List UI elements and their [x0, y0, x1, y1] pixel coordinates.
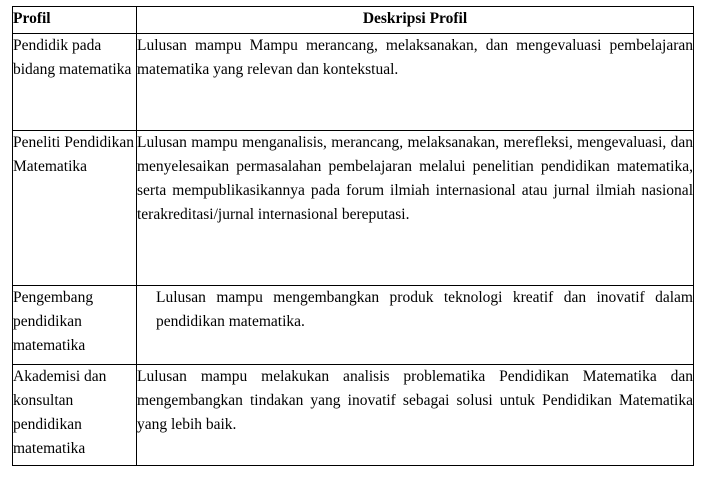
- table-row: [13, 286, 694, 365]
- profile-description: Lulusan mampu mengembangkan produk teknologi kreatif dan inovatif dalam pendidikan matematika.: [137, 286, 694, 365]
- table-row: [13, 34, 694, 131]
- header-profil: Profil: [13, 7, 137, 34]
- profile-description: Lulusan mampu melakukan analisis problematika Pendidikan Matematika dan mengembangkan tindakan yang inovatif sebagai solusi untuk Pendidikan Matematika yang lebih baik.: [137, 365, 694, 466]
- profile-name: Akademisi dan konsultan pendidikan matematika: [13, 365, 137, 466]
- table-row: [13, 131, 694, 286]
- table-header-row: [13, 7, 694, 34]
- profile-name: Peneliti Pendidikan Matematika: [13, 131, 137, 286]
- profile-description: Lulusan mampu menganalisis, merancang, melaksanakan, merefleksi, mengevaluasi, dan menyelesaikan permasalahan pembelajaran melalui penelitian pendidikan matematika, serta mempublikasikannya pada forum ilmiah internasional atau jurnal ilmiah nasional terakreditasi/jurnal internasional bereputasi.: [137, 131, 694, 286]
- profile-table: [12, 6, 694, 466]
- profile-description: Lulusan mampu Mampu merancang, melaksanakan, dan mengevaluasi pembelajaran matematika yang relevan dan kontekstual.: [137, 34, 694, 131]
- profile-name: Pengembang pendidikan matematika: [13, 286, 137, 365]
- header-deskripsi-profil: Deskripsi Profil: [137, 7, 694, 34]
- table-row: [13, 365, 694, 466]
- profile-name: Pendidik pada bidang matematika: [13, 34, 137, 131]
